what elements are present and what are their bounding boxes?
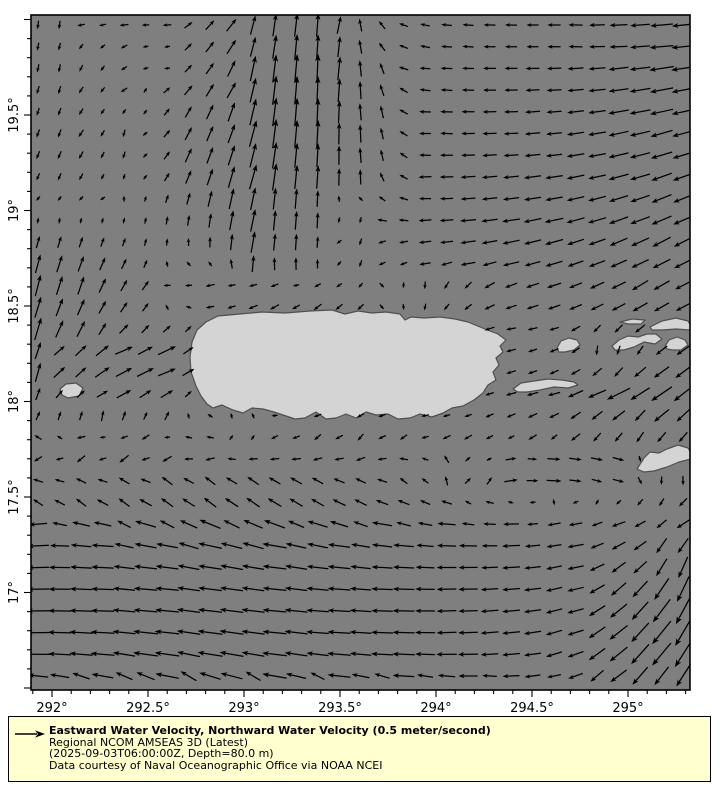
x-tick-label: 294.5° — [510, 701, 554, 714]
x-axis — [33, 690, 686, 714]
x-tick-label: 292.5° — [126, 701, 170, 714]
legend-text — [49, 725, 491, 771]
y-tick-label: 18° — [7, 389, 22, 414]
legend-dataset: Regional NCOM AMSEAS 3D (Latest) — [49, 735, 248, 749]
y-tick-label: 19.5° — [7, 97, 22, 133]
legend-title: Eastward Water Velocity, Northward Water Velocity (0.5 meter/second) — [49, 724, 491, 737]
island-puerto-rico — [190, 310, 506, 419]
y-tick-label: 18.5° — [7, 288, 22, 324]
y-tick-label: 19° — [7, 198, 22, 223]
x-tick-label: 293.5° — [318, 701, 362, 714]
x-tick-label: 295° — [612, 701, 644, 714]
y-axis — [7, 20, 31, 689]
y-tick-label: 17° — [7, 580, 22, 605]
x-tick-label: 293° — [228, 701, 260, 714]
legend-box — [8, 716, 711, 782]
legend-time-depth: (2025-09-03T06:00:00Z, Depth=80.0 m) — [49, 747, 274, 761]
reference-arrow-icon — [14, 728, 46, 740]
y-tick-label: 17.5° — [7, 479, 22, 515]
legend-courtesy: Data courtesy of Naval Oceanographic Office via NOAA NCEI — [49, 758, 383, 772]
x-tick-label: 292° — [36, 701, 68, 714]
x-tick-label: 294° — [420, 701, 452, 714]
